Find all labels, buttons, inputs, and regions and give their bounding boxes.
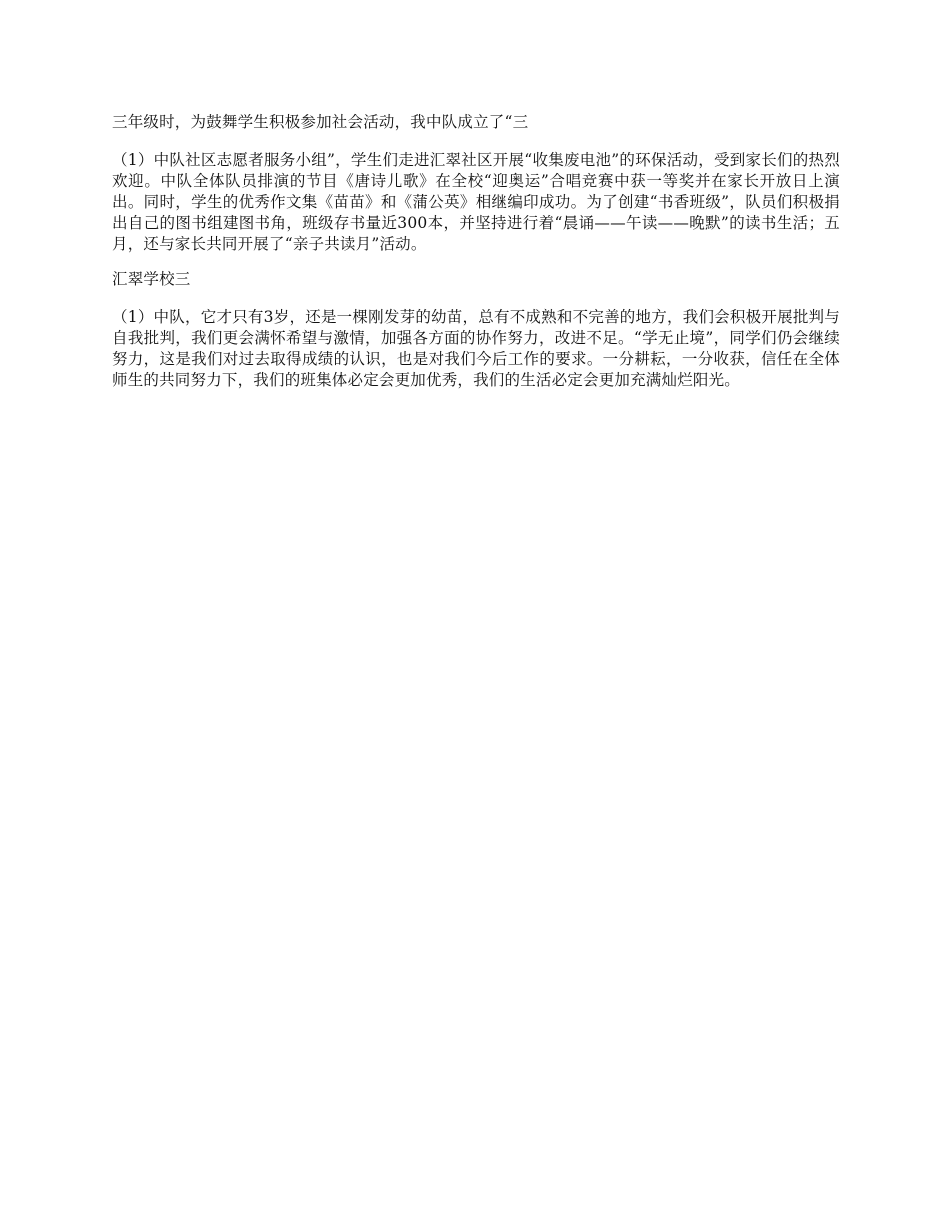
document-body — [112, 112, 840, 405]
paragraph-conclusion: （1）中队，它才只有3岁，还是一棵刚发芽的幼苗，总有不成熟和不完善的地方，我们会积极开展批判与自我批判，我们更会满怀希望与激情，加强各方面的协作努力，改进不足。“学无止境”，同学们仍会继续努力，这是我们对过去取得成绩的认识，也是对我们今后工作的要求。一分耕耘，一分收获，信任在全体师生的共同努力下，我们的班集体必定会更加优秀，我们的生活必定会更加充满灿烂阳光。 — [112, 308, 840, 389]
paragraph-activities: （1）中队社区志愿者服务小组”，学生们走进汇翠社区开展“收集废电池”的环保活动，受到家长们的热烈欢迎。中队全体队员排演的节目《唐诗儿歌》在全校“迎奥运”合唱竞赛中获一等奖并在家长开放日上演出。同时，学生的优秀作文集《苗苗》和《蒲公英》相继编印成功。为了创建“书香班级”，队员们积极捐出自己的图书组建图书角，班级存书量近300本，并坚持进行着“晨诵——午读——晚默”的读书生活；五月，还与家长共同开展了“亲子共读月”活动。 — [112, 151, 840, 253]
paragraph-school-heading: 汇翠学校三 — [112, 270, 191, 288]
paragraph-intro: 三年级时，为鼓舞学生积极参加社会活动，我中队成立了“三 — [112, 113, 529, 131]
